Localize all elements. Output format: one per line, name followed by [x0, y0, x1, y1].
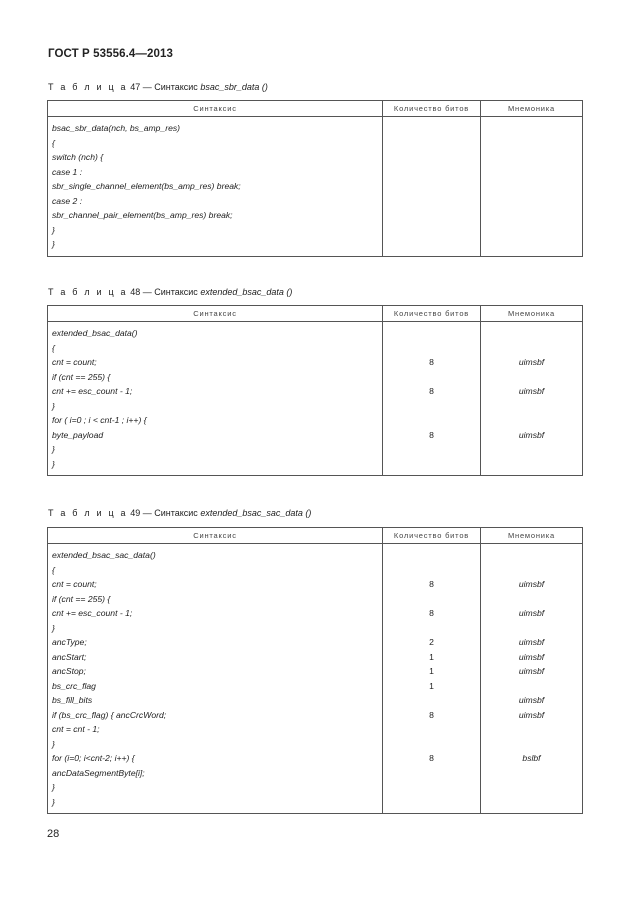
bits-value — [383, 326, 480, 341]
mnemonic-value — [481, 341, 582, 356]
mnemonic-value: uimsbf — [518, 695, 545, 705]
document-id: ГОСТ Р 53556.4—2013 — [48, 48, 173, 60]
table-title: extended_bsac_sac_data () — [200, 508, 312, 518]
mnemonic-column — [481, 544, 583, 814]
syntax-line: for (i=0; i<cnt-2; i++) { — [52, 753, 135, 763]
mnemonic-value — [481, 737, 582, 752]
mnemonic-value — [481, 592, 582, 607]
mnemonic-value — [481, 399, 582, 414]
bits-header: Количество битов — [383, 101, 481, 117]
syntax-line: bs_crc_flag — [52, 680, 96, 691]
bits-value: 1 — [429, 680, 434, 691]
mnemonic-value: uimsbf — [518, 429, 545, 440]
bits-value — [383, 179, 480, 194]
bits-value — [383, 370, 480, 385]
syntax-line: bsac_sbr_data(nch, bs_amp_res) — [52, 123, 181, 133]
bits-value — [383, 457, 480, 472]
table-number: 47 — Синтаксис — [127, 82, 201, 92]
bits-header: Количество битов — [383, 306, 481, 322]
syntax-line: bs_fill_bits — [52, 695, 93, 705]
bits-value — [383, 194, 480, 209]
mnemonic-value — [481, 442, 582, 457]
syntax-line: case 2 : — [52, 195, 83, 206]
bits-value — [383, 722, 480, 737]
table-number: 48 — Синтаксис — [127, 287, 201, 297]
mnemonic-value — [481, 766, 582, 781]
syntax-line: cnt = count; — [52, 579, 97, 589]
syntax-line: switch (nch) { — [52, 152, 104, 162]
bits-value — [383, 223, 480, 238]
mnemonic-value: uimsbf — [518, 357, 545, 367]
syntax-line: { — [52, 137, 55, 148]
mnemonic-value — [481, 780, 582, 795]
syntax-line: ancStop; — [52, 666, 86, 676]
bits-value — [383, 737, 480, 752]
mnemonic-value — [481, 795, 582, 810]
table-number: 49 — Синтаксис — [127, 508, 201, 518]
table-header-row — [48, 306, 583, 322]
mnemonic-value: uimsbf — [518, 651, 545, 662]
table-header-row — [48, 101, 583, 117]
mnemonic-value — [481, 563, 582, 578]
mnemonic-value — [481, 457, 582, 472]
syntax-line: if (cnt == 255) { — [52, 593, 111, 604]
bits-value — [383, 442, 480, 457]
mnemonic-value — [481, 136, 582, 151]
bits-value: 8 — [429, 608, 434, 618]
bits-value — [383, 413, 480, 428]
bits-value — [383, 237, 480, 252]
mnemonic-column — [481, 322, 583, 476]
syntax-line: } — [52, 796, 55, 807]
syntax-line: } — [52, 400, 55, 411]
syntax-line: case 1 : — [52, 166, 83, 177]
syntax-line: sbr_channel_pair_element(bs_amp_res) break; — [52, 210, 233, 220]
table-title: extended_bsac_data () — [200, 287, 293, 297]
syntax-line: } — [52, 738, 55, 749]
syntax-line: extended_bsac_sac_data() — [52, 550, 156, 560]
syntax-line: if (cnt == 255) { — [52, 371, 111, 382]
bits-value: 1 — [429, 666, 434, 676]
bits-value — [383, 208, 480, 223]
syntax-line: ancStart; — [52, 651, 87, 662]
bits-value — [383, 548, 480, 563]
bits-value: 2 — [429, 637, 434, 647]
mnemonic-value — [481, 326, 582, 341]
mnemonic-header: Мнемоника — [481, 306, 583, 322]
syntax-line: } — [52, 782, 55, 792]
syntax-header: Синтаксис — [48, 528, 383, 544]
bits-value: 8 — [429, 579, 434, 589]
syntax-line: cnt = cnt - 1; — [52, 724, 100, 734]
syntax-line: cnt += esc_count - 1; — [52, 386, 133, 396]
mnemonic-value: uimsbf — [518, 608, 545, 618]
bits-column — [383, 322, 481, 476]
table-title: bsac_sbr_data () — [200, 82, 268, 92]
syntax-line: if (bs_crc_flag) { ancCrcWord; — [52, 709, 167, 720]
bits-value — [383, 165, 480, 180]
bits-value — [383, 766, 480, 781]
bits-value: 8 — [429, 386, 434, 396]
bits-value — [383, 121, 480, 136]
syntax-line: } — [52, 224, 55, 235]
table-label: Т а б л и ц а — [48, 287, 128, 297]
syntax-line: cnt = count; — [52, 357, 97, 367]
mnemonic-value — [481, 237, 582, 252]
syntax-line: byte_payload — [52, 429, 104, 440]
page-number: 28 — [47, 828, 60, 840]
mnemonic-value — [481, 223, 582, 238]
syntax-line: } — [52, 444, 55, 454]
mnemonic-value — [481, 165, 582, 180]
table-label: Т а б л и ц а — [48, 508, 128, 518]
bits-value: 8 — [429, 357, 434, 367]
syntax-line: { — [52, 564, 55, 575]
mnemonic-value: uimsbf — [518, 709, 545, 720]
syntax-line: { — [52, 342, 55, 353]
mnemonic-value — [481, 121, 582, 136]
syntax-line: extended_bsac_data() — [52, 328, 138, 338]
syntax-line: } — [52, 622, 55, 633]
table-47-caption — [48, 82, 268, 92]
table-48 — [47, 305, 583, 476]
bits-value — [383, 795, 480, 810]
mnemonic-value: bslbf — [522, 753, 541, 763]
mnemonic-value — [481, 370, 582, 385]
mnemonic-value: uimsbf — [518, 666, 545, 676]
mnemonic-value: uimsbf — [518, 579, 545, 589]
table-header-row — [48, 528, 583, 544]
bits-value: 1 — [429, 651, 434, 662]
mnemonic-value — [481, 150, 582, 165]
syntax-header: Синтаксис — [48, 306, 383, 322]
bits-value: 8 — [429, 429, 434, 440]
syntax-line: } — [52, 239, 55, 249]
mnemonic-value: uimsbf — [518, 386, 545, 396]
syntax-column — [48, 117, 383, 257]
mnemonic-column — [481, 117, 583, 257]
bits-column — [383, 544, 481, 814]
bits-value — [383, 693, 480, 708]
table-49-caption — [48, 508, 311, 518]
syntax-line: sbr_single_channel_element(bs_amp_res) break; — [52, 181, 241, 191]
table-body-row — [48, 544, 583, 814]
table-body-row — [48, 117, 583, 257]
bits-value — [383, 592, 480, 607]
mnemonic-value: uimsbf — [518, 637, 545, 647]
syntax-line: } — [52, 458, 55, 469]
syntax-line: ancType; — [52, 637, 87, 647]
syntax-column — [48, 544, 383, 814]
syntax-column — [48, 322, 383, 476]
table-47 — [47, 100, 583, 257]
mnemonic-header: Мнемоника — [481, 528, 583, 544]
bits-value — [383, 621, 480, 636]
mnemonic-value — [481, 679, 582, 694]
mnemonic-value — [481, 548, 582, 563]
syntax-header: Синтаксис — [48, 101, 383, 117]
bits-value — [383, 399, 480, 414]
table-body-row — [48, 322, 583, 476]
bits-value — [383, 150, 480, 165]
table-label: Т а б л и ц а — [48, 82, 128, 92]
bits-value — [383, 563, 480, 578]
bits-value: 8 — [429, 753, 434, 763]
mnemonic-value — [481, 179, 582, 194]
mnemonic-value — [481, 194, 582, 209]
mnemonic-value — [481, 722, 582, 737]
bits-column — [383, 117, 481, 257]
table-48-caption — [48, 287, 292, 297]
mnemonic-value — [481, 208, 582, 223]
mnemonic-value — [481, 413, 582, 428]
bits-value — [383, 780, 480, 795]
syntax-line: cnt += esc_count - 1; — [52, 608, 133, 618]
bits-value — [383, 341, 480, 356]
table-49 — [47, 527, 583, 814]
bits-value: 8 — [429, 709, 434, 720]
mnemonic-value — [481, 621, 582, 636]
syntax-line: for ( i=0 ; i < cnt-1 ; i++) { — [52, 415, 147, 425]
syntax-line: ancDataSegmentByte[i]; — [52, 767, 145, 778]
bits-header: Количество битов — [383, 528, 481, 544]
mnemonic-header: Мнемоника — [481, 101, 583, 117]
bits-value — [383, 136, 480, 151]
